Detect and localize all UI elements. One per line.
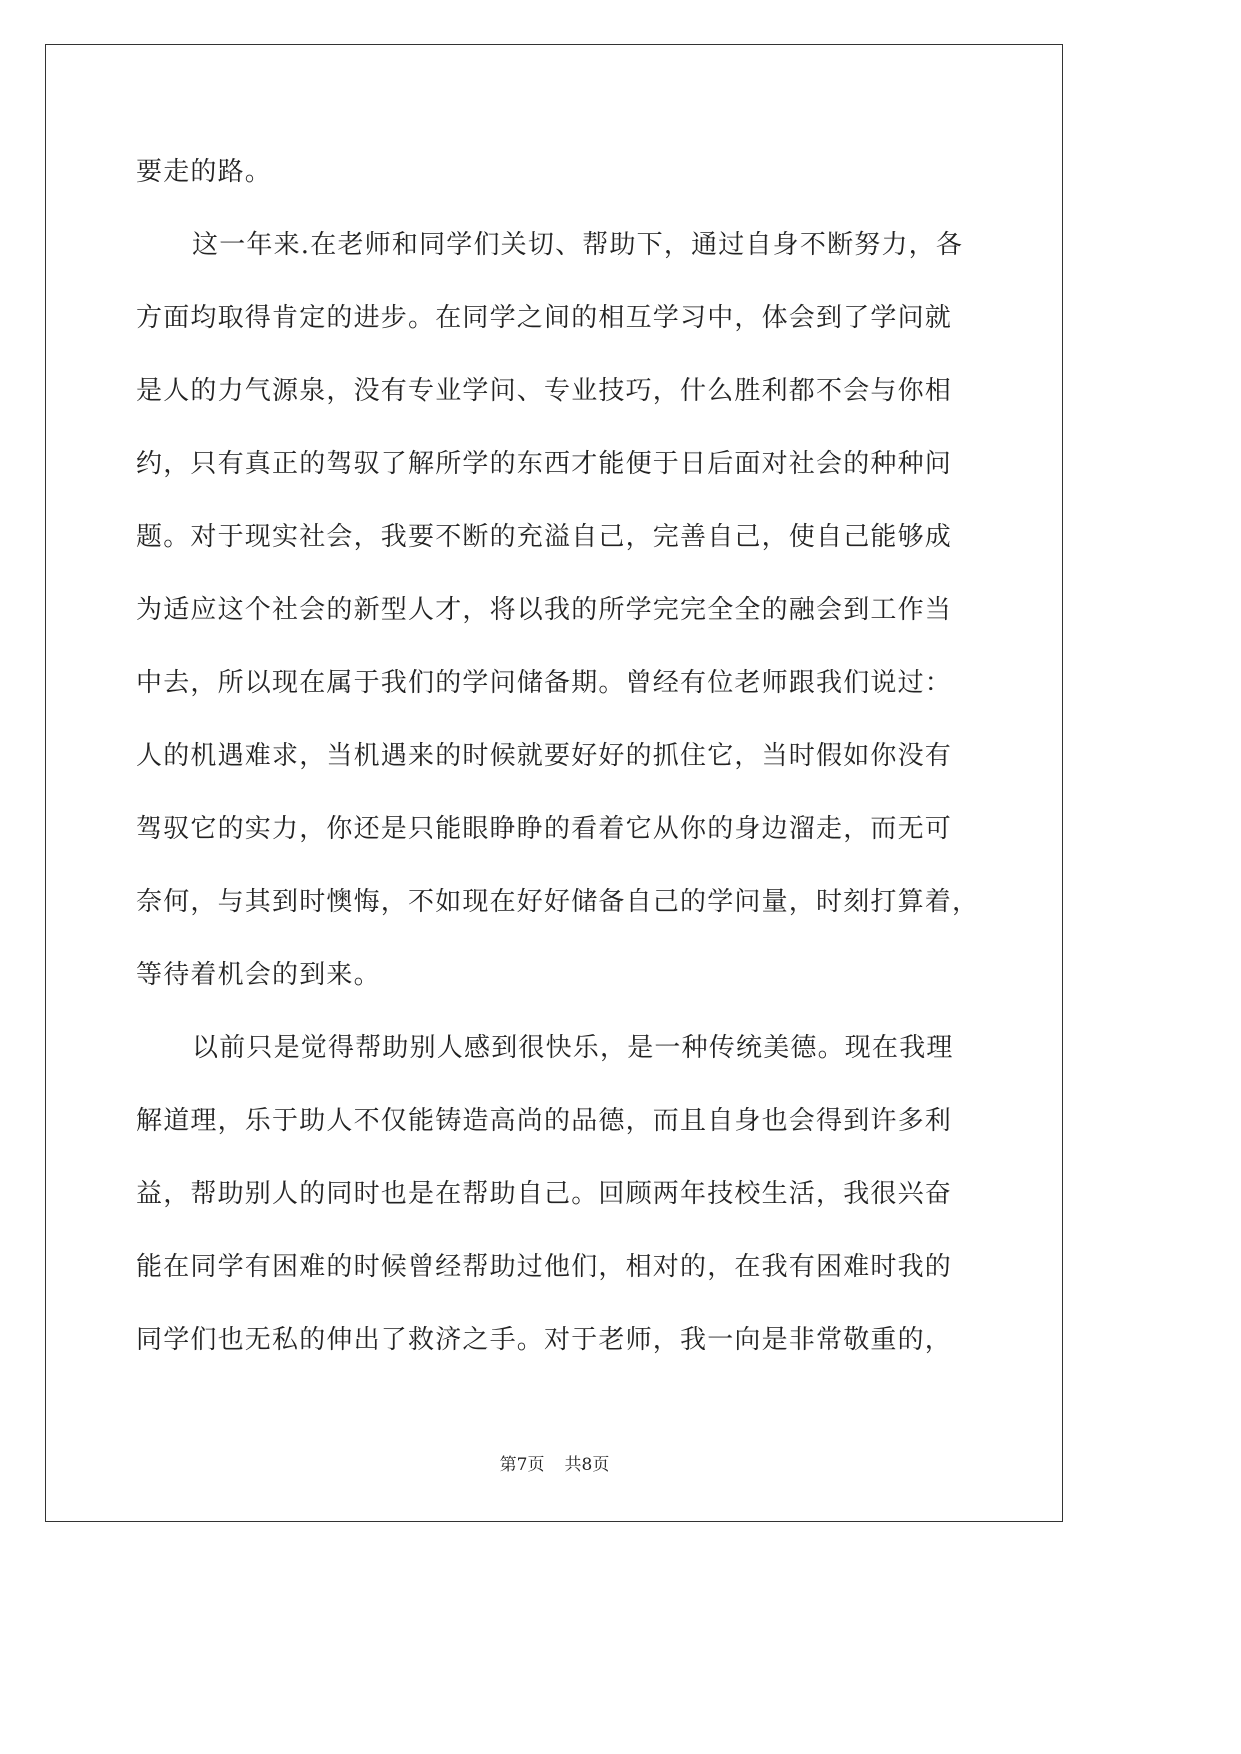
page-border <box>45 44 1063 1522</box>
text-line: 中去，所以现在属于我们的学问储备期。曾经有位老师跟我们说过： <box>136 668 953 698</box>
text-line: 方面均取得肯定的进步。在同学之间的相互学习中，体会到了学问就 <box>136 303 953 333</box>
text-line: 益，帮助别人的同时也是在帮助自己。回顾两年技校生活，我很兴奋 <box>136 1179 953 1209</box>
text-line: 这一年来.在老师和同学们关切、帮助下，通过自身不断努力，各 <box>192 230 964 260</box>
text-line: 同学们也无私的伸出了救济之手。对于老师，我一向是非常敬重的， <box>136 1325 953 1355</box>
text-line: 以前只是觉得帮助别人感到很快乐，是一种传统美德。现在我理 <box>192 1033 954 1063</box>
text-line: 驾驭它的实力，你还是只能眼睁睁的看着它从你的身边溜走，而无可 <box>136 814 953 844</box>
text-line: 解道理，乐于助人不仅能铸造高尚的品德，而且自身也会得到许多利 <box>136 1106 953 1136</box>
text-line: 能在同学有困难的时候曾经帮助过他们，相对的，在我有困难时我的 <box>136 1252 953 1282</box>
text-line: 是人的力气源泉，没有专业学问、专业技巧，什么胜利都不会与你相 <box>136 376 953 406</box>
total-page-count: 共8页 <box>564 1455 610 1475</box>
text-line: 约，只有真正的驾驭了解所学的东西才能便于日后面对社会的种种问 <box>136 449 953 479</box>
text-line: 奈何，与其到时懊悔，不如现在好好储备自己的学问量，时刻打算着， <box>136 887 980 917</box>
text-line: 为适应这个社会的新型人才，将以我的所学完完全全的融会到工作当 <box>136 595 953 625</box>
current-page-number: 第7页 <box>499 1455 545 1475</box>
text-line: 题。对于现实社会，我要不断的充溢自己，完善自己，使自己能够成 <box>136 522 953 552</box>
text-line: 等待着机会的到来。 <box>136 960 381 990</box>
page-footer <box>0 1454 1109 1476</box>
text-line: 人的机遇难求，当机遇来的时候就要好好的抓住它，当时假如你没有 <box>136 741 953 771</box>
text-line: 要走的路。 <box>136 157 273 187</box>
